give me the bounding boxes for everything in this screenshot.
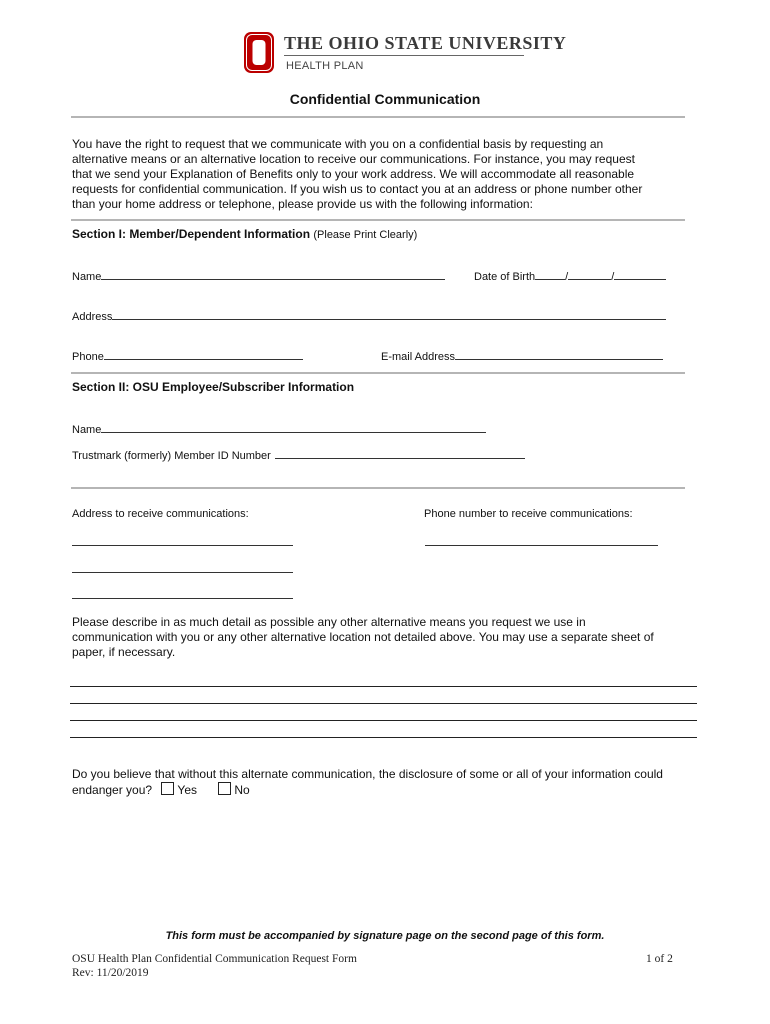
comm-address-line-1[interactable] [72, 545, 293, 546]
comm-phone-line[interactable] [425, 545, 658, 546]
wordmark-divider [284, 55, 524, 56]
intro-line: You have the right to request that we communicate with you on a confidential basis by requesting an [72, 137, 604, 151]
section1-top-rule [71, 219, 685, 221]
dob-day-blank[interactable] [568, 269, 611, 280]
endanger-question-line2 [72, 782, 250, 798]
member-address-field[interactable] [72, 309, 666, 324]
describe-line-3[interactable] [70, 720, 697, 721]
describe-line: Please describe in as much detail as possible any other alternative means you request we use in [72, 615, 586, 629]
osu-block-o-logo [243, 31, 275, 74]
intro-line: alternative means or an alternative location to receive our communications. For instance, you may request [72, 152, 635, 166]
print-clearly-note: (Please Print Clearly) [313, 229, 418, 241]
describe-line-1[interactable] [70, 686, 697, 687]
endanger-question-line1: Do you believe that without this alternate communication, the disclosure of some or all of your information could [72, 767, 663, 781]
member-address-blank[interactable] [112, 309, 666, 320]
describe-line-4[interactable] [70, 737, 697, 738]
comm-address-line-3[interactable] [72, 598, 293, 599]
dob-field[interactable]: Date of Birth / / [474, 269, 666, 284]
section2-top-rule [71, 372, 685, 374]
employee-name-field[interactable] [72, 422, 486, 437]
member-email-field[interactable] [381, 349, 663, 364]
member-email-blank[interactable] [455, 349, 663, 360]
title-rule [71, 116, 685, 118]
no-label: No [234, 783, 250, 797]
member-name-blank[interactable] [101, 269, 445, 280]
unit-name: HEALTH PLAN [286, 60, 364, 72]
member-phone-field[interactable] [72, 349, 303, 364]
member-id-label: Trustmark (formerly) Member ID Number [72, 450, 271, 462]
employee-name-label: Name [72, 424, 102, 436]
describe-line-2[interactable] [70, 703, 697, 704]
intro-line: that we send your Explanation of Benefits only to your work address. We will accommodate all reasonable [72, 167, 635, 181]
describe-line: paper, if necessary. [72, 645, 176, 659]
endanger-question-text: endanger you? [72, 783, 153, 797]
member-address-label: Address [72, 311, 113, 323]
section2-heading: Section II: OSU Employee/Subscriber Information [72, 380, 355, 394]
member-name-label: Name [72, 271, 102, 283]
footer-page-number: 1 of 2 [646, 953, 673, 965]
comms-top-rule [71, 487, 685, 489]
describe-line: communication with you or any other alternative location not detailed above. You may use a separate sheet of [72, 630, 654, 644]
dob-year-blank[interactable] [614, 269, 666, 280]
dob-label: Date of Birth [474, 271, 536, 283]
employee-name-blank[interactable] [101, 422, 486, 433]
university-name: THE OHIO STATE UNIVERSITY [284, 33, 567, 53]
member-name-field[interactable] [72, 269, 445, 284]
section1-heading [72, 227, 417, 242]
intro-line: than your home address or telephone, please provide us with the following information: [72, 197, 533, 211]
signature-notice: This form must be accompanied by signature page on the second page of this form. [165, 930, 605, 942]
member-phone-label: Phone [72, 351, 104, 363]
no-checkbox[interactable] [218, 782, 231, 795]
member-id-field[interactable] [72, 448, 525, 463]
intro-line: requests for confidential communication. If you wish us to contact you at an address or phone number other [72, 182, 643, 196]
member-id-blank[interactable] [275, 448, 525, 459]
comm-address-label: Address to receive communications: [72, 508, 249, 520]
dob-month-blank[interactable] [535, 269, 565, 280]
footer-revision: Rev: 11/20/2019 [72, 967, 149, 979]
yes-checkbox[interactable] [161, 782, 174, 795]
comm-phone-label: Phone number to receive communications: [424, 508, 633, 520]
yes-label: Yes [177, 783, 197, 797]
footer-form-name: OSU Health Plan Confidential Communication Request Form [72, 953, 357, 965]
comm-address-line-2[interactable] [72, 572, 293, 573]
member-phone-blank[interactable] [104, 349, 303, 360]
section1-title: Section I: Member/Dependent Information [72, 227, 311, 241]
member-email-label: E-mail Address [381, 351, 455, 363]
page-title: Confidential Communication [289, 91, 481, 107]
